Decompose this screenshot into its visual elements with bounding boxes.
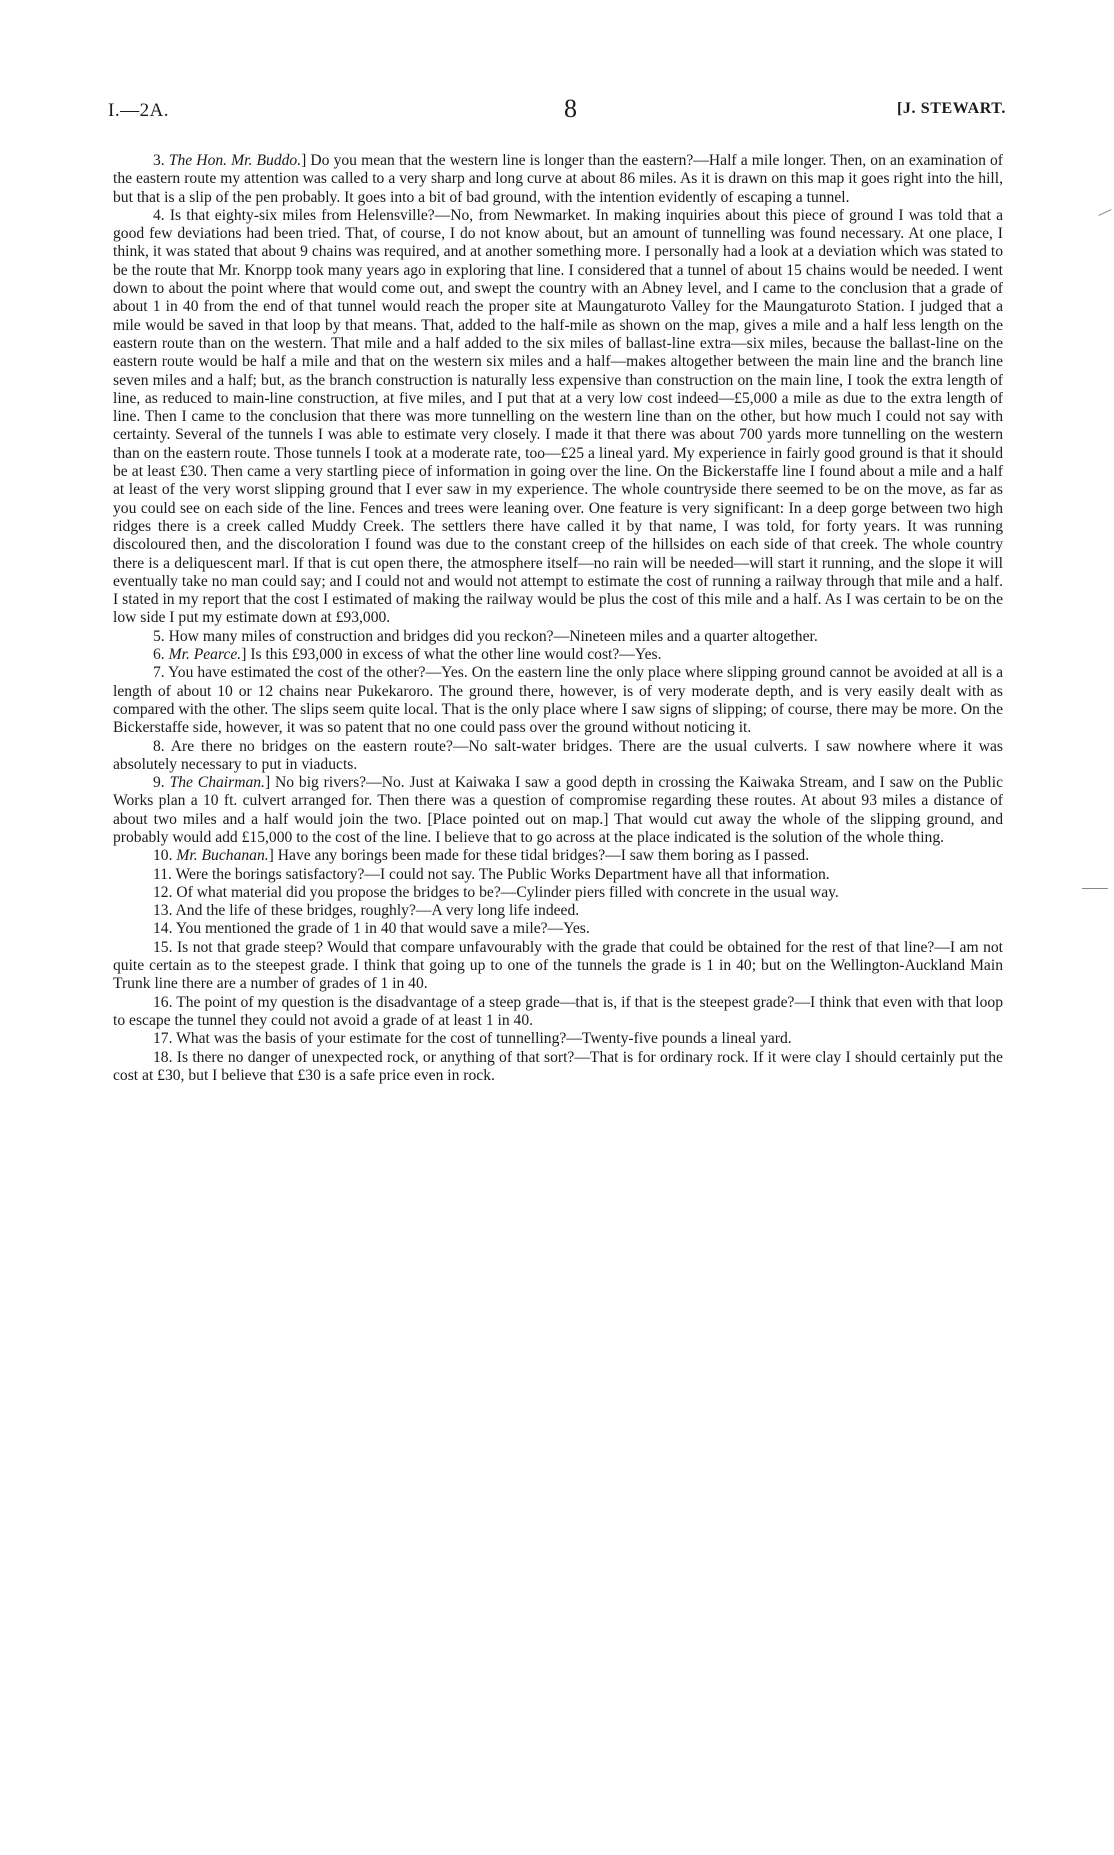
paragraph-9: 9. The Chairman.] No big rivers?—No. Just at Kaiwaka I saw a good depth in crossing the Kaiwaka Stream, and I saw on the Public Works plan a 10 ft. culvert arranged for. Then there was a question of compromise regarding these routes. At about 93 miles a distance of about two miles and a half would join the two. [Place pointed out on map.] That would cut away the whole of the slipping ground, and probably would add £15,000 to the cost of the line. I believe that to go across at the place indicated is the solution of the whole thing. xyxy=(113,774,1003,846)
paragraph-13: 13. And the life of these bridges, roughly?—A very long life indeed. xyxy=(153,902,580,920)
paragraph-6: 6. Mr. Pearce.] Is this £93,000 in excess of what the other line would cost?—Yes. xyxy=(153,646,662,664)
margin-mark xyxy=(1082,888,1108,889)
paragraph-11: 11. Were the borings satisfactory?—I could not say. The Public Works Department have all that information. xyxy=(153,865,830,883)
speaker-name: The Chairman. xyxy=(169,774,265,792)
paragraph-12: 12. Of what material did you propose the bridges to be?—Cylinder piers filled with concrete in the usual way. xyxy=(153,883,839,901)
paragraph-16: 16. The point of my question is the disadvantage of a steep grade—that is, if that is the steepest grade?—I think that even with that loop to escape the tunnel they could not avoid a grade of at least 1 in 40. xyxy=(113,993,1003,1029)
paragraph-7: 7. You have estimated the cost of the other?—Yes. On the eastern line the only place where slipping ground cannot be avoided at all is a length of about 10 or 12 chains near Pukekaroro. The ground there, however, is of very moderate depth, and is very easily dealt with as compared with the other. The slips seem quite local. That is the only place where I saw signs of slipping; of course, there may be more. On the Bickerstaffe side, however, it was so patent that no one could pass over the ground without noticing it. xyxy=(113,664,1004,737)
margin-mark xyxy=(1098,209,1111,216)
speaker-name: The Hon. Mr. Buddo. xyxy=(168,152,302,169)
paper-reference: I.—2A. xyxy=(108,100,170,121)
paragraph-14: 14. You mentioned the grade of 1 in 40 that would save a mile?—Yes. xyxy=(153,920,590,938)
page-header xyxy=(108,94,1006,130)
witness-name: [J. STEWART. xyxy=(896,100,1006,117)
paragraph-10: 10. Mr. Buchanan.] Have any borings been made for these tidal bridges?—I saw them boring as I passed. xyxy=(153,847,810,865)
paragraph-8: 8. Are there no bridges on the eastern route?—No salt-water bridges. There are the usual culverts. I saw nowhere where it was absolutely necessary to put in viaducts. xyxy=(113,737,1003,773)
paragraph-3: 3. The Hon. Mr. Buddo.] Do you mean that the western line is longer than the eastern?—Half a mile longer. Then, on an examination of the eastern route my attention was called to a very sharp and long curve at about 86 miles. As it is drawn on this map it goes right into the hill, but that is a slip of the pen probably. It goes into a bit of bad ground, with the intention evidently of escaping a tunnel. xyxy=(113,152,1003,206)
speaker-name: Mr. Pearce. xyxy=(168,646,242,664)
speaker-name: Mr. Buchanan. xyxy=(176,847,269,865)
paragraph-5: 5. How many miles of construction and bridges did you reckon?—Nineteen miles and a quarter altogether. xyxy=(153,627,818,645)
paragraph-4: 4. Is that eighty-six miles from Helensville?—No, from Newmarket. In making inquiries about this piece of ground I was told that a good few deviations had been tried. That, of course, I do not know about, but an amount of tunnelling was found necessary. At one place, I think, it was stated that about 9 chains was required, and at another something more. I personally had a look at a deviation which was stated to be the route that Mr. Knorpp took many years ago in exploring that line. I considered that a tunnel of about 15 chains would be needed. I went down to about the point where that would come out, and swept the country with an Abney level, and I came to the conclusion that a grade of about 1 in 40 from the end of that tunnel would reach the proper site at Maungaturoto Valley for the Maungaturoto Station. I judged that a mile would be saved in that loop by that means. That, added to the half-mile as shown on the map, gives a mile and a half less length on the eastern route than on the western. That mile and a half added to the six miles of ballast-line extra—six miles, because the ballast-line on the eastern route would be half a mile and that on the western six miles and a half—makes altogether between the main line and the branch line seven miles and a half; but, as the branch construction is naturally less expensive than construction on the main line, I took the extra length of line, as reduced to main-line construction, at five miles, and I put that at a very low cost indeed—£5,000 a mile as due to the extra length of line. Then I came to the conclusion that there was more tunnelling on the western line than on the other, but how much I could not say with certainty. Several of the tunnels I was able to estimate very closely. I made it that there was about 700 yards more tunnelling on the western than on the eastern route. Those tunnels I took at a moderate rate, too—£25 a lineal yard. My experience in fairly good ground is that it should be at least £30. Then came a very startling piece of information in going over the line. On the Bickerstaffe line I found about a mile and a half at least of the very worst slipping ground that I ever saw in my experience. The whole countryside there seemed to be on the move, as far as you could see on each side of the line. Fences and trees were leaning over. One feature is very significant: In a deep gorge between two high ridges there is a creek called Muddy Creek. The settlers there have called it by that name, I was told, for forty years. It was running discoloured then, and the discoloration I found was due to the constant creep of the hillsides on each side of that creek. The whole country there is a deliquescent marl. If that is cut open there, the atmosphere itself—no rain will be needed—will start it running, and the slope it will eventually take no man could say; and I could not and would not attempt to estimate the cost of running a railway through that mile and a half. I stated in my report that the cost I estimated of making the railway would be plus the cost of this mile and a half. As I was certain to be on the low side I put my estimate down at £93,000. xyxy=(113,206,1003,627)
paragraph-15: 15. Is not that grade steep? Would that compare unfavourably with the grade that could be obtained for the rest of that line?—I am not quite certain as to the steepest grade. I think that going up to one of the tunnels the grade is 1 in 40; but on the Wellington-Auckland Main Trunk line there are a number of grades of 1 in 40. xyxy=(113,938,1003,993)
paragraph-18: 18. Is there no danger of unexpected rock, or anything of that sort?—That is for ordinary rock. If it were clay I should certainly put the cost at £30, but I believe that £30 is a safe price even in rock. xyxy=(113,1048,1003,1084)
testimony-body xyxy=(113,152,1003,1085)
page-number: 8 xyxy=(564,94,577,123)
paragraph-17: 17. What was the basis of your estimate for the cost of tunnelling?—Twenty-five pounds a lineal yard. xyxy=(153,1030,792,1048)
